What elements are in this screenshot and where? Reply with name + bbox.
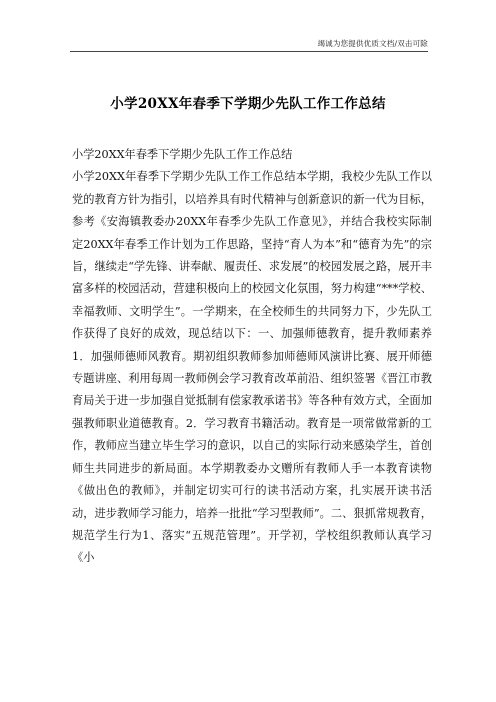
body-paragraph: 小学20XX年春季下学期少先队工作工作总结本学期，我校少先队工作以党的教育方针为指引，以培养具有时代精神与创新意识的新一代为目标，参考《安海镇教委办20XX年春季少先队工作意见》，并结合我校实际制定20XX年春季工作计划为工作思路，坚持“育人为本”和“德育为先”的宗旨，继续走“学先锋、讲奉献、履责任、求发展”的校园发展之路，展开丰富多样的校园活动，营建积极向上的校园文化氛围，努力构建“***学校、幸福教师、文明学生”。一学期来，在全校师生的共同努力下，少先队工作获得了良好的成效，现总结以下：一、加强师德教育，提升教师素养1．加强师德师风教育。期初组织教师参加师德师风演讲比赛、展开师德专题讲座、利用每周一教师例会学习教育改革前沿、组织签署《晋江市教育局关于进一步加强自觉抵制有偿家教承诺书》等各种有效方式，全面加强教师职业道德教育。2．学习教育书籍活动。教育是一项常做常新的工作，教师应当建立毕生学习的意识，以自己的实际行动来感染学生，首创师生共同进步的新局面。本学期教委办文赠所有教师人手一本教育读物《做出色的教师》，并制定切实可行的读书活动方案，扎实展开读书活动，进步教师学习能力，培养一批批“学习型教师”。二、狠抓常规教育，规范学生行为1、落实“五规范管理”。开学初，学校组织教师认真学习《小 bbox=[72, 170, 432, 565]
header-divider bbox=[70, 51, 428, 52]
document-body bbox=[72, 144, 432, 570]
document-title: 小学20XX年春季下学期少先队工作工作总结 bbox=[110, 96, 386, 112]
document-subtitle: 小学20XX年春季下学期少先队工作工作总结 bbox=[72, 148, 293, 161]
header-note: 竭诚为您提供优质文档/双击可除 bbox=[317, 39, 428, 48]
